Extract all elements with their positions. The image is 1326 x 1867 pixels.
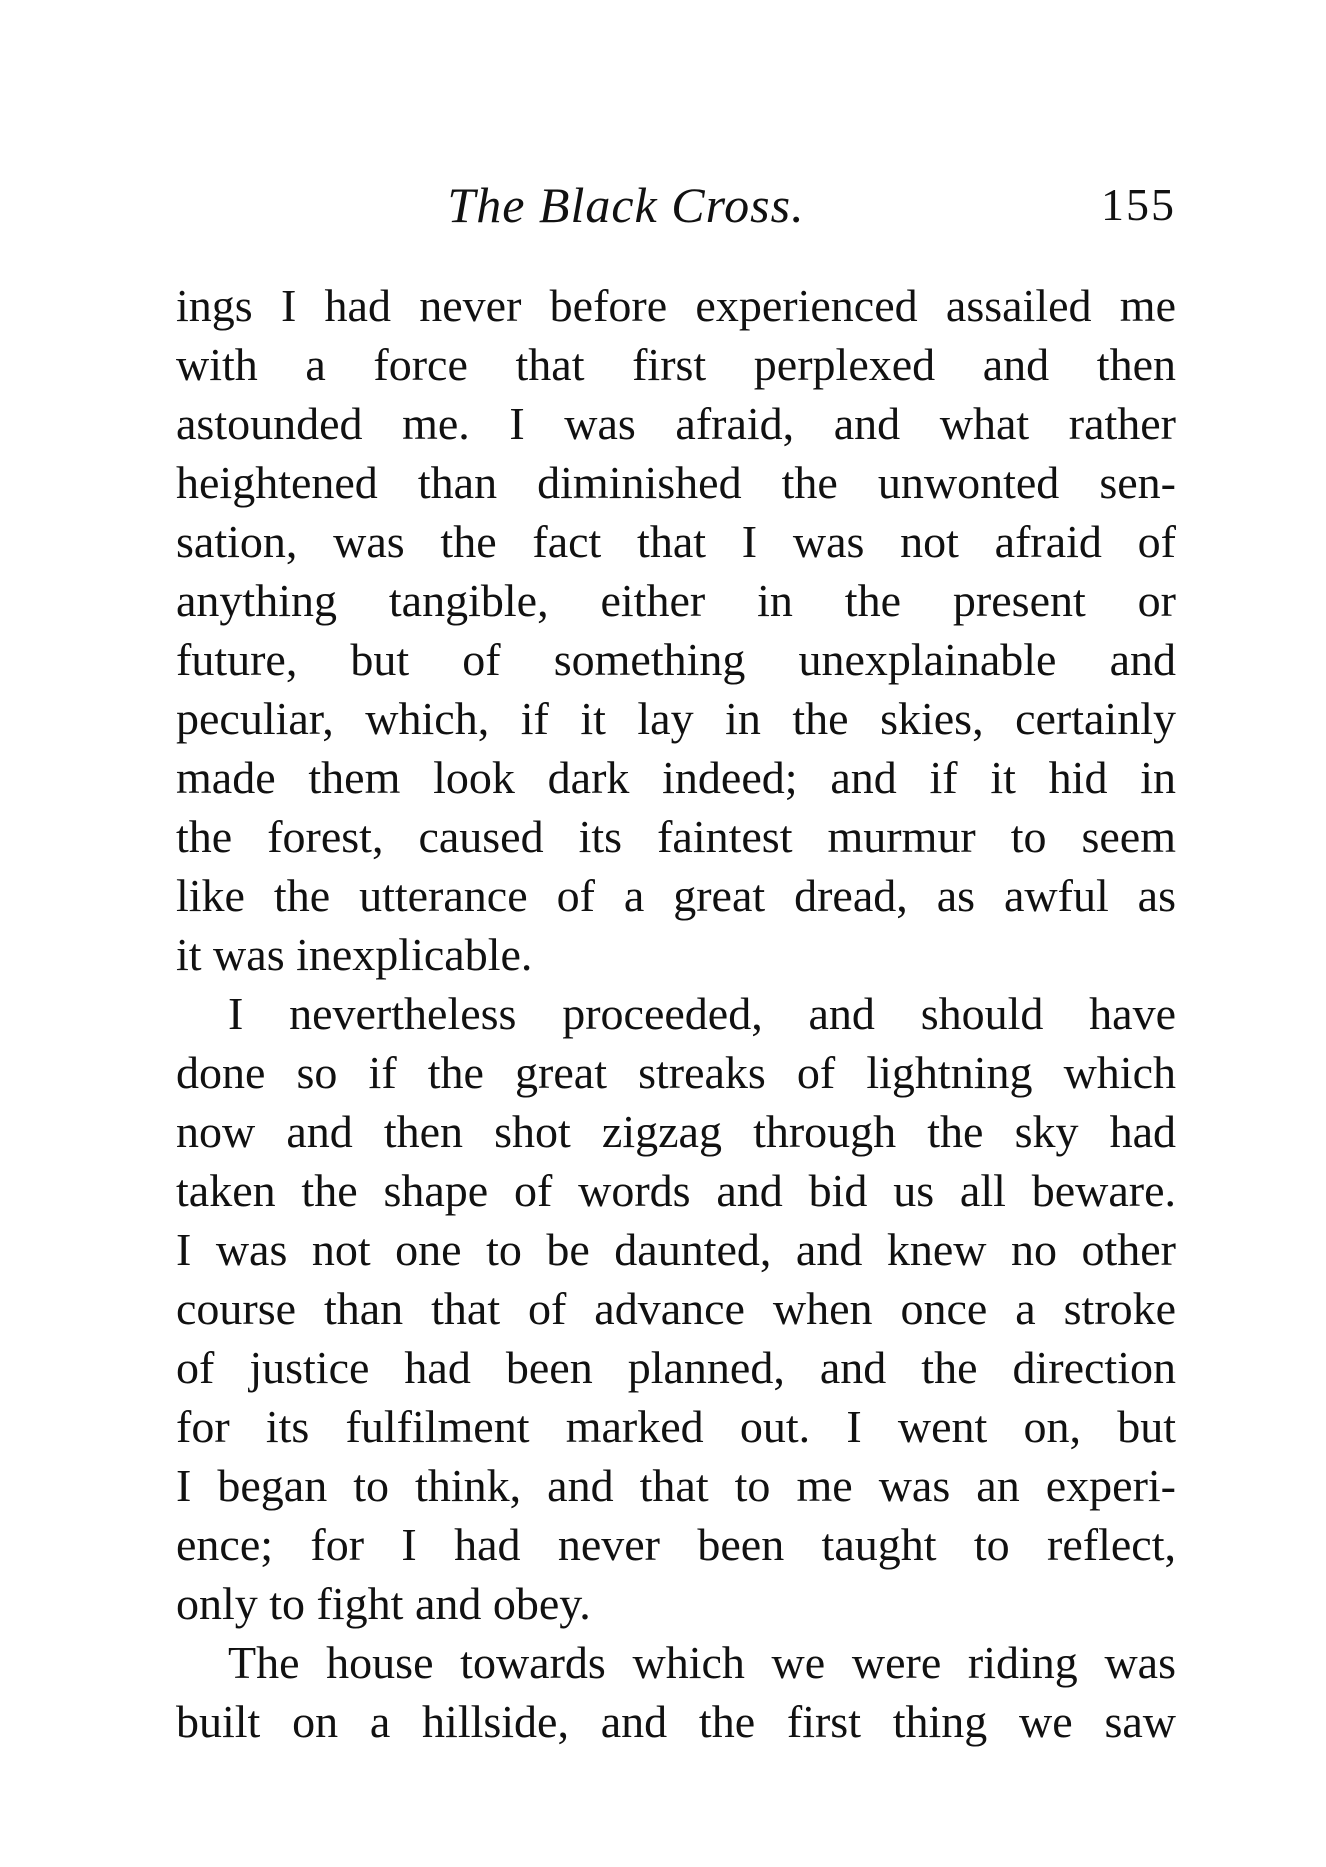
text-line: peculiar, which, if it lay in the skies, certainly (176, 693, 1176, 744)
text-line: heightened than diminished the unwonted sen- (176, 457, 1176, 508)
text-line: done so if the great streaks of lightning which (176, 1047, 1176, 1098)
text-line: with a force that first perplexed and then (176, 339, 1176, 390)
running-head (176, 170, 1176, 240)
text-line: The house towards which we were riding was (228, 1637, 1176, 1688)
text-line: the forest, caused its faintest murmur to seem (176, 811, 1176, 862)
text-line: course than that of advance when once a stroke (176, 1283, 1176, 1334)
text-line: future, but of something unexplainable and (176, 634, 1176, 685)
text-line: now and then shot zigzag through the sky had (176, 1106, 1176, 1157)
text-line: for its fulfilment marked out. I went on, but (176, 1401, 1176, 1452)
page-number: 155 (1101, 179, 1176, 230)
text-line: built on a hillside, and the first thing we saw (176, 1696, 1176, 1747)
text-line: I nevertheless proceeded, and should have (228, 988, 1176, 1039)
text-line: astounded me. I was afraid, and what rather (176, 398, 1176, 449)
body-text (176, 276, 1176, 1751)
text-line: anything tangible, either in the present or (176, 575, 1176, 626)
text-line: I was not one to be daunted, and knew no other (176, 1224, 1176, 1275)
text-line: ence; for I had never been taught to reflect, (176, 1519, 1176, 1570)
paragraph-1 (176, 276, 1176, 984)
running-title: The Black Cross. (447, 177, 805, 233)
paragraph-3 (176, 1633, 1176, 1751)
text-line: sation, was the fact that I was not afraid of (176, 516, 1176, 567)
text-line: like the utterance of a great dread, as awful as (176, 870, 1176, 921)
text-line: taken the shape of words and bid us all beware. (176, 1165, 1176, 1216)
text-line: only to fight and obey. (176, 1578, 591, 1629)
text-line: of justice had been planned, and the direction (176, 1342, 1176, 1393)
text-line: made them look dark indeed; and if it hid in (176, 752, 1176, 803)
text-line: I began to think, and that to me was an experi- (176, 1460, 1176, 1511)
paragraph-2 (176, 984, 1176, 1633)
text-line: it was inexplicable. (176, 929, 533, 980)
text-line: ings I had never before experienced assailed me (176, 280, 1176, 331)
